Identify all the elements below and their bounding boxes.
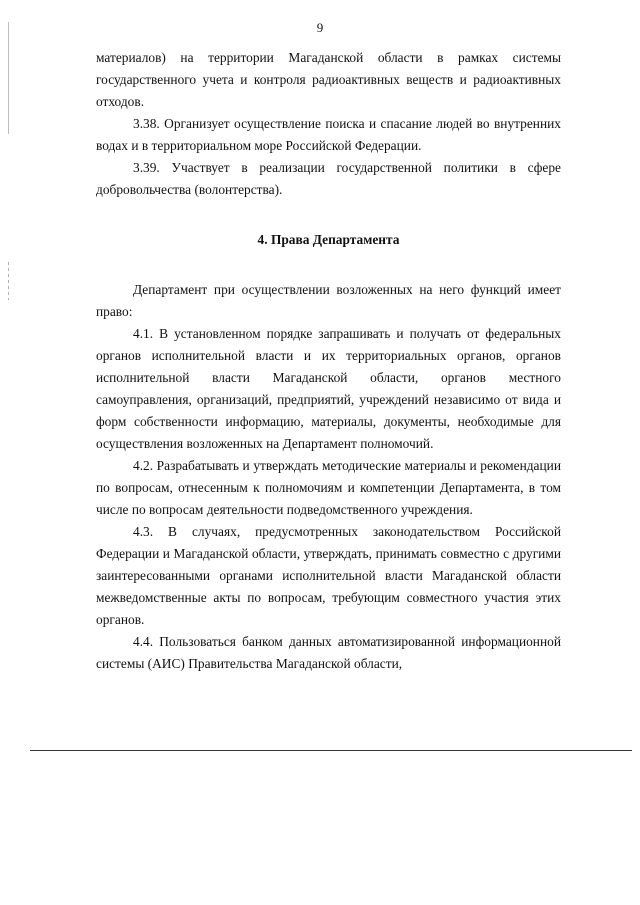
paragraph-4-3: 4.3. В случаях, предусмотренных законодательством Российской Федерации и Магаданской области, утверждать, принимать совместно с другими заинтересованными органами исполнительной власти Магаданской области межведомственные акты по вопросам, требующим совместного участия этих органов. [96,524,561,627]
scan-edge-mark [8,262,9,300]
page-number: 9 [316,20,324,35]
paragraph-continuation: материалов) на территории Магаданской области в рамках системы государственного учета и контроля радиоактивных веществ и радиоактивных отходов. [96,50,561,109]
paragraph-3-38: 3.38. Организует осуществление поиска и спасание людей во внутренних водах и в территориальном море Российской Федерации. [96,116,561,153]
paragraph-4-4: 4.4. Пользоваться банком данных автоматизированной информационной системы (АИС) Правительства Магаданской области, [96,634,561,671]
paragraph-3-39: 3.39. Участвует в реализации государственной политики в сфере добровольчества (волонтерства). [96,160,561,197]
page-bottom-rule [30,750,632,751]
scan-edge-mark [8,22,9,134]
section-heading: 4. Права Департамента [257,232,400,247]
document-body [96,47,561,675]
section-intro: Департамент при осуществлении возложенных на него функций имеет право: [96,282,561,319]
paragraph-4-2: 4.2. Разрабатывать и утверждать методические материалы и рекомендации по вопросам, отнесенным к полномочиям и компетенции Департамента, в том числе по вопросам деятельности подведомственного учреждения. [96,458,561,517]
paragraph-4-1: 4.1. В установленном порядке запрашивать и получать от федеральных органов исполнительной власти и их территориальных органов, органов исполнительной власти Магаданской области, органов местного самоуправления, организаций, предприятий, учреждений независимо от вида и форм собственности информацию, материалы, документы, необходимые для осуществления возложенных на Департамент полномочий. [96,326,561,451]
